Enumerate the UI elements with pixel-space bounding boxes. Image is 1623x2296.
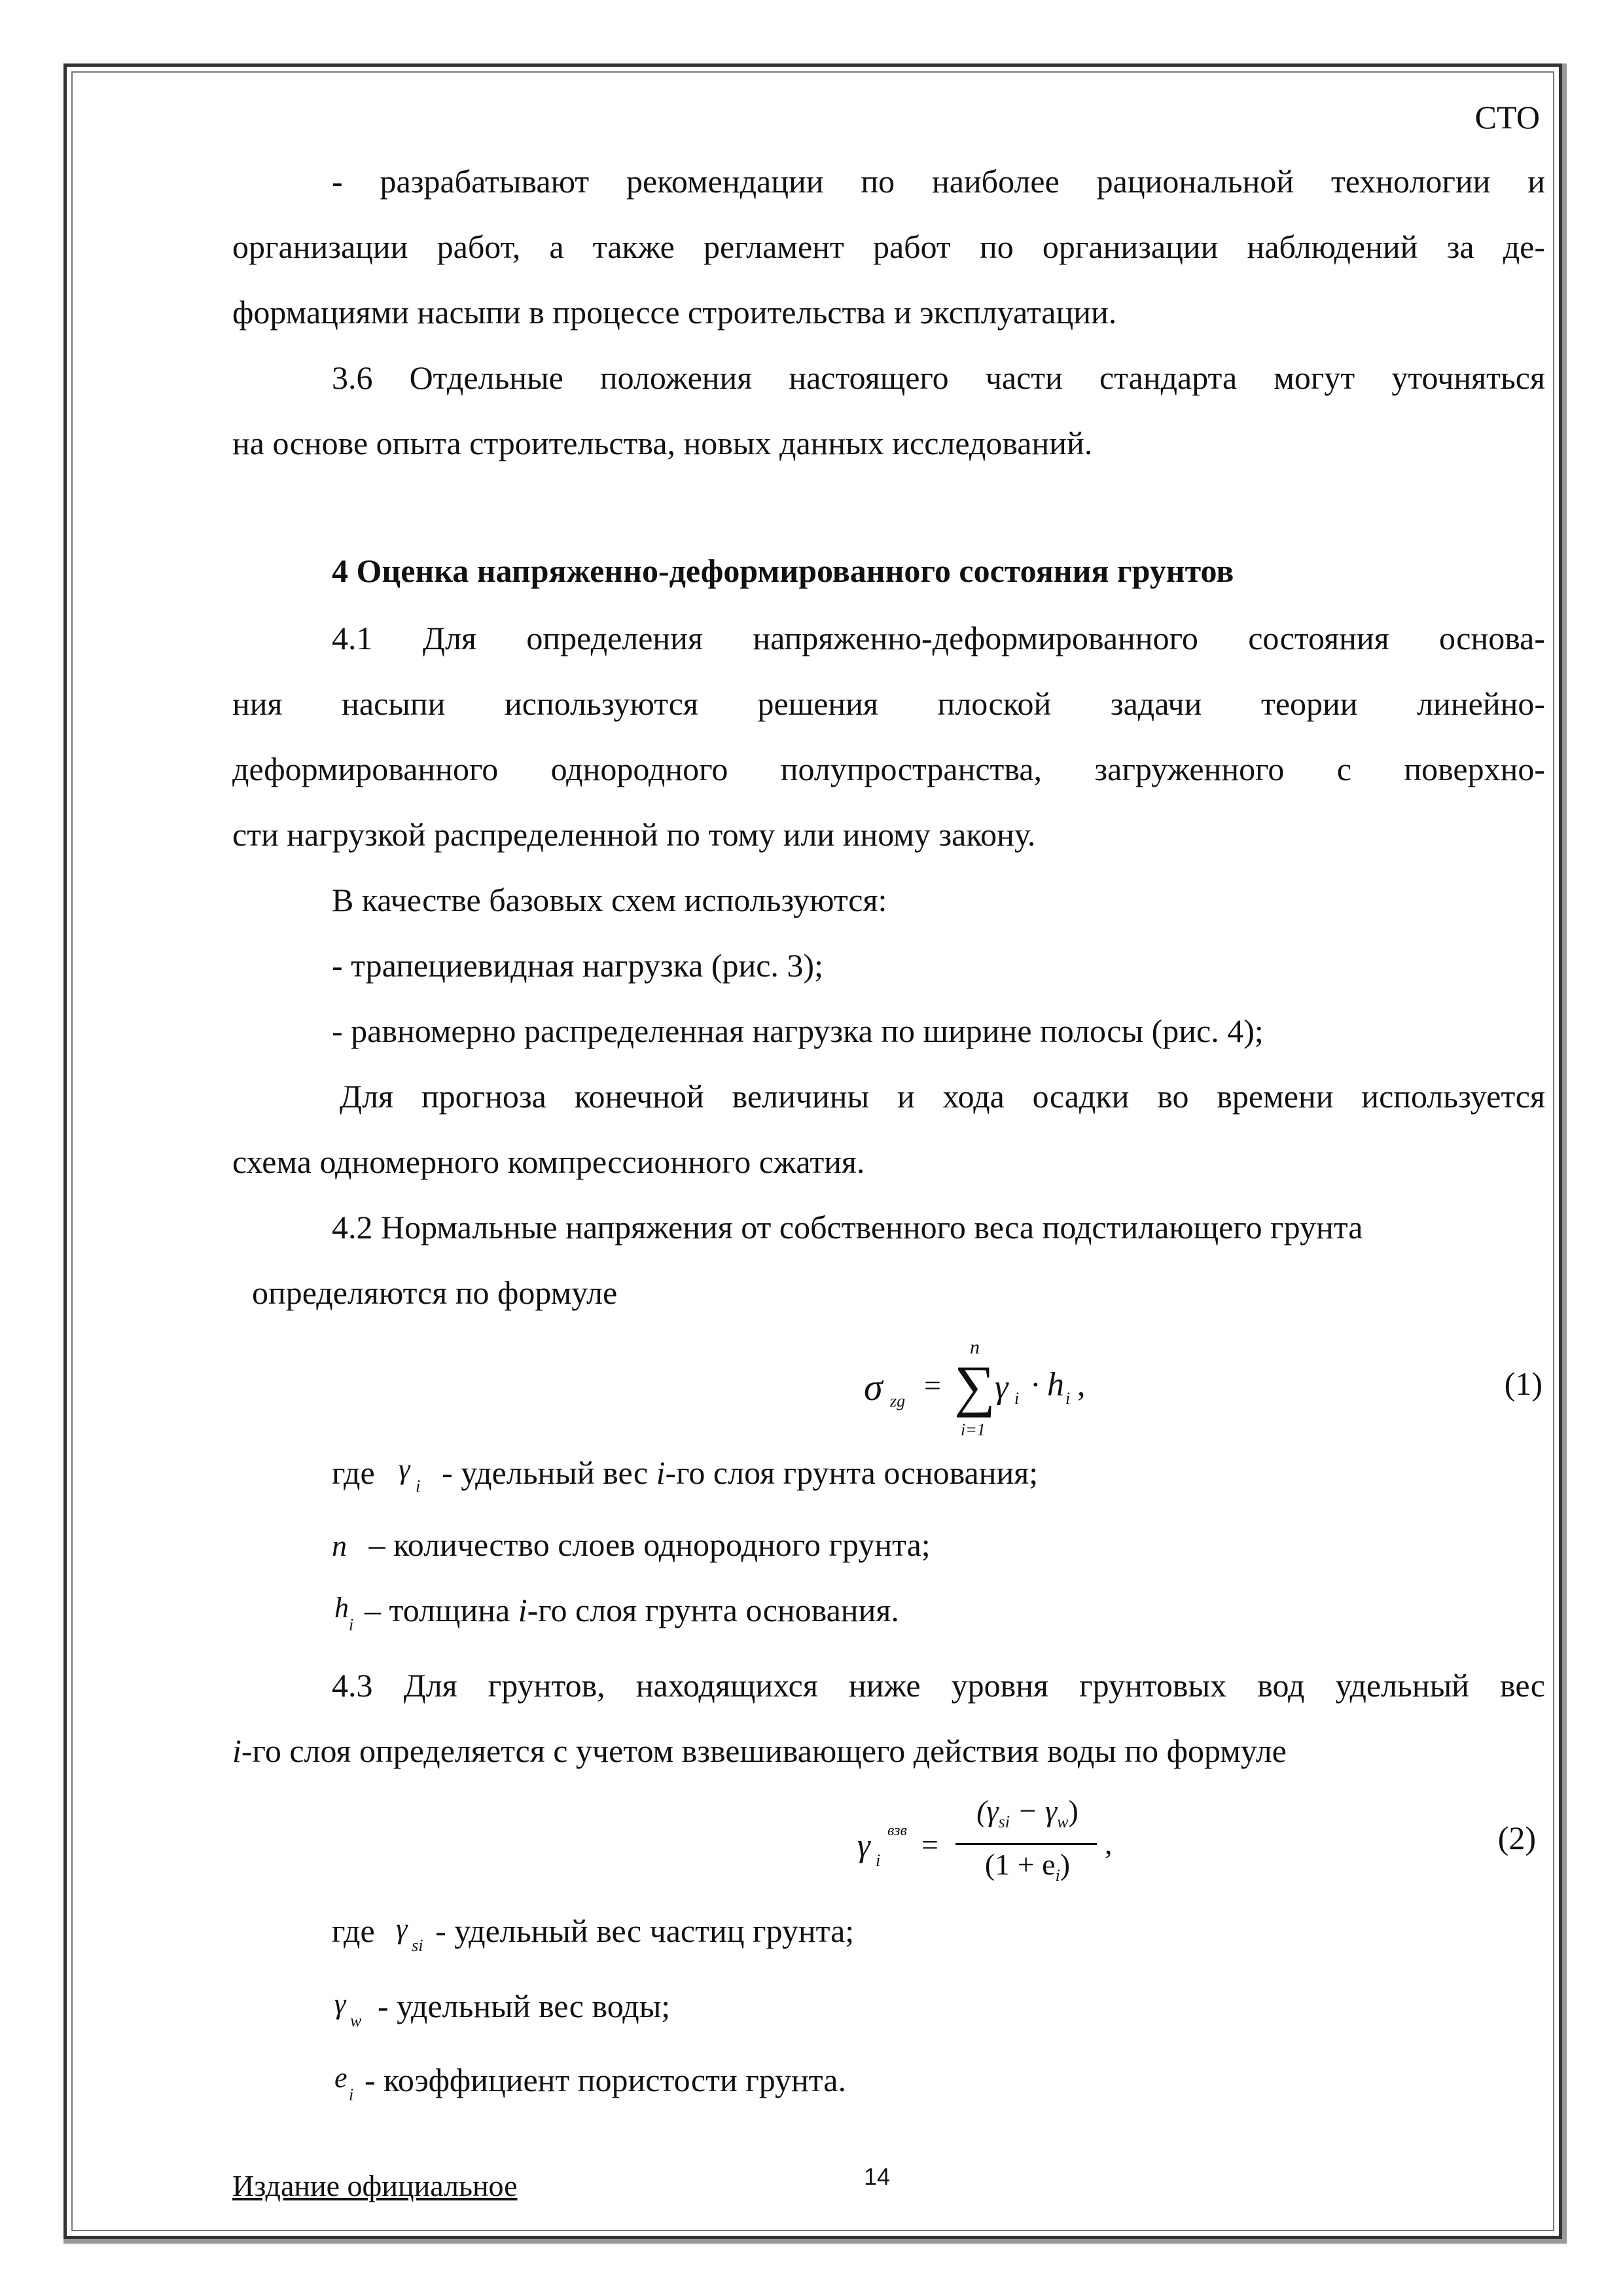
definition-gamma-si: [332, 1898, 854, 1964]
numerator-close: ): [1068, 1794, 1079, 1827]
paragraph-line: 4.2 Нормальные напряжения от собственного веса подстилающего грунта: [332, 1209, 1363, 1246]
h-subscript: i: [1065, 1389, 1071, 1408]
paragraph-line: формациями насыпи в процессе строительства и эксплуатации.: [232, 294, 1117, 331]
paragraph-line: на основе опыта строительства, новых данных исследований.: [232, 425, 1093, 461]
paragraph-line: сти нагрузкой распределенной по тому или иному закону.: [232, 816, 1036, 853]
gamma-glyph: γ: [334, 1988, 346, 2020]
paragraph-line: деформированного однородного полупространства, загруженного с поверхно-: [232, 751, 1545, 787]
comma: ,: [1105, 1827, 1113, 1860]
definition-gamma-w: [332, 1973, 670, 2039]
section-heading: 4 Оценка напряженно-деформированного состояния грунтов: [332, 552, 1234, 589]
list-item: - равномерно распределенная нагрузка по ширине полосы (рис. 4);: [332, 1013, 1264, 1049]
definition-italic-i: i: [656, 1454, 666, 1491]
gamma-subscript: i: [1014, 1389, 1020, 1408]
gamma-subscript: i: [876, 1851, 881, 1870]
comma: ,: [1077, 1366, 1086, 1403]
numerator-start: (γ: [976, 1794, 999, 1827]
paragraph-line: - разрабатывают рекомендации по наиболее рациональной технологии и: [332, 163, 1545, 200]
fraction-bar: [955, 1843, 1097, 1845]
gamma-symbol: γ: [995, 1369, 1008, 1406]
paragraph-line: 4.1 Для определения напряженно-деформированного состояния основа-: [332, 620, 1545, 656]
definition-text: - коэффициент пористости грунта.: [365, 2062, 846, 2098]
page-border-shadow: [1562, 63, 1567, 2244]
fraction-denominator: [955, 1847, 1099, 1885]
fraction-numerator: [955, 1793, 1099, 1831]
definition-text: -го слоя грунта основания.: [527, 1592, 899, 1628]
paragraph-line: 3.6 Отдельные положения настоящего части стандарта могут уточняться: [332, 359, 1545, 396]
formula-1: [864, 1336, 1126, 1453]
paragraph-line: [232, 1718, 1287, 1784]
paragraph-line: В качестве базовых схем используются:: [332, 882, 887, 918]
equation-number-1: (1): [1504, 1365, 1543, 1402]
sigma-symbol: σ: [864, 1366, 883, 1408]
denominator-close: ): [1060, 1848, 1071, 1881]
definition-n: [332, 1512, 931, 1579]
gamma-subscript: i: [416, 1477, 421, 1496]
sigma-subscript: zg: [890, 1391, 906, 1410]
paragraph-line: Для прогноза конечной величины и хода осадки во времени используется: [340, 1078, 1545, 1115]
paragraph-line: ния насыпи используются решения плоской задачи теории линейно-: [232, 685, 1545, 722]
definition-e-i: [332, 2047, 846, 2113]
gamma-glyph: γ: [399, 1453, 410, 1485]
paragraph-text: -го слоя определяется с учетом взвешивающего действия воды по формуле: [241, 1732, 1287, 1769]
paragraph-line: организации работ, а также регламент работ по организации наблюдений за де-: [232, 228, 1545, 265]
edition-label: Издание официальное: [232, 2169, 518, 2202]
sum-upper-limit: n: [970, 1336, 980, 1358]
formula-2: [857, 1793, 1132, 1898]
numerator-subscript: w: [1057, 1812, 1069, 1831]
gamma-glyph: γ: [396, 1912, 408, 1945]
page-border-shadow: [63, 2239, 1567, 2244]
n-symbol: n: [332, 1529, 347, 1562]
italic-i: i: [232, 1732, 241, 1769]
definition-text: -го слоя грунта основания;: [665, 1454, 1039, 1491]
equation-number-2: (2): [1497, 1820, 1536, 1856]
multiply-dot: ·: [1030, 1366, 1041, 1403]
list-item: - трапециевидная нагрузка (рис. 3);: [332, 947, 823, 984]
definition-text: - удельный вес: [442, 1454, 649, 1491]
sum-symbol: ∑: [954, 1355, 995, 1418]
sum-lower-limit: i=1: [961, 1420, 986, 1439]
definition-text: – толщина: [365, 1592, 510, 1628]
e-subscript: i: [349, 2085, 354, 2104]
gamma-subscript: si: [412, 1936, 423, 1955]
definition-italic-i: i: [518, 1592, 527, 1628]
numerator-minus-gamma: − γ: [1017, 1794, 1058, 1827]
header-code: СТО: [1474, 99, 1540, 135]
paragraph-line: определяются по формуле: [252, 1274, 618, 1311]
definition-text: - удельный вес частиц грунта;: [435, 1912, 855, 1949]
definition-word: где: [332, 1454, 375, 1491]
paragraph-line: 4.3 Для грунтов, находящихся ниже уровня грунтовых вод удельный вес: [332, 1667, 1545, 1704]
h-glyph: h: [334, 1592, 349, 1624]
denominator-start: (1 + e: [984, 1848, 1056, 1881]
definition-text: - удельный вес воды;: [378, 1988, 671, 2024]
equals-sign: =: [921, 1828, 938, 1861]
denominator-subscript: i: [1055, 1866, 1060, 1885]
definition-word: где: [332, 1912, 375, 1949]
e-glyph: e: [334, 2062, 348, 2094]
gamma-superscript: взв: [887, 1822, 907, 1839]
h-symbol: h: [1047, 1366, 1064, 1403]
paragraph-line: схема одномерного компрессионного сжатия.: [232, 1143, 865, 1180]
gamma-symbol: γ: [857, 1827, 870, 1863]
gamma-subscript: w: [350, 2011, 362, 2030]
numerator-subscript: si: [998, 1812, 1010, 1831]
h-subscript: i: [349, 1615, 354, 1634]
definition-h-i: [332, 1577, 899, 1643]
equals-sign: =: [924, 1369, 941, 1402]
page-number: 14: [864, 2163, 891, 2190]
definition-text: – количество слоев однородного грунта;: [368, 1526, 931, 1563]
definition-gamma-i: [332, 1440, 1038, 1505]
